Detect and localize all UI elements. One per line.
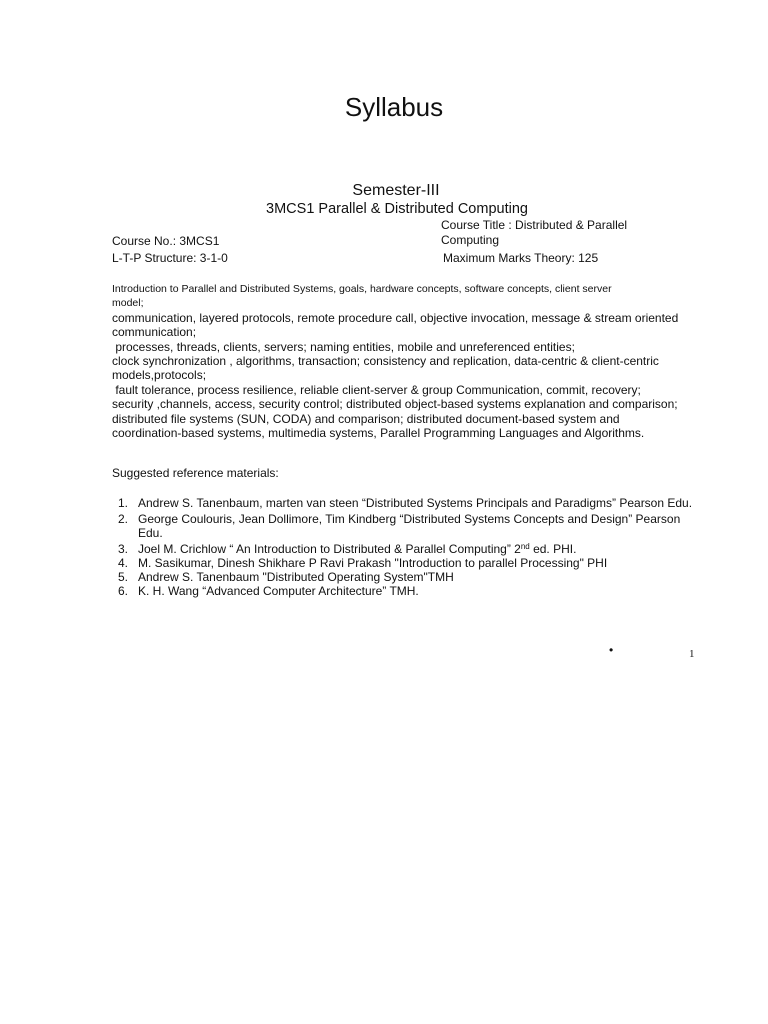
reference-number: 2. — [117, 511, 128, 526]
reference-text — [138, 542, 696, 556]
reference-item — [116, 512, 696, 540]
page-number: 1 — [689, 648, 695, 660]
course-content — [112, 282, 682, 440]
reference-number: 3. — [117, 541, 128, 556]
references-list — [116, 496, 696, 598]
reference-item — [116, 570, 696, 584]
reference-number: 1. — [117, 496, 128, 510]
reference-text: K. H. Wang “Advanced Computer Architecture” TMH. — [138, 583, 419, 598]
reference-item — [116, 584, 696, 598]
reference-number: 6. — [117, 583, 128, 598]
course-title-line-2: Computing — [441, 233, 500, 247]
reference-text: M. Sasikumar, Dinesh Shikhare P Ravi Prakash "Introduction to parallel Processing" PHI — [138, 555, 608, 570]
content-line: model; — [112, 297, 144, 310]
content-line: models,protocols; — [112, 368, 207, 383]
reference-text: George Coulouris, Jean Dollimore, Tim Kindberg “Distributed Systems Concepts and Design” Pearson Edu. — [138, 511, 681, 540]
reference-item — [116, 542, 696, 556]
content-line: communication, layered protocols, remote procedure call, objective invocation, message & stream oriented — [112, 310, 679, 325]
content-line: coordination-based systems, multimedia systems, Parallel Programming Languages and Algorithms. — [112, 426, 645, 441]
content-line: clock synchronization , algorithms, transaction; consistency and replication, data-centric & client-centric — [112, 354, 659, 369]
course-number: Course No.: 3MCS1 — [112, 234, 220, 248]
reference-superscript: nd — [520, 541, 530, 551]
ltp-structure: L-T-P Structure: 3-1-0 — [112, 251, 228, 265]
reference-number: 5. — [117, 569, 128, 584]
reference-item — [116, 556, 696, 570]
course-title-line-1: Course Title : Distributed & Parallel — [441, 218, 628, 232]
reference-text-part: ed. PHI. — [529, 541, 577, 556]
reference-text-part: Joel M. Crichlow “ An Introduction to Distributed & Parallel Computing” 2 — [138, 541, 521, 556]
reference-text: Andrew S. Tanenbaum "Distributed Operating System"TMH — [138, 569, 454, 584]
content-line: security ,channels, access, security control; distributed object-based systems explanation and comparison; — [112, 397, 678, 412]
page-title: Syllabus — [344, 92, 444, 122]
content-line: fault tolerance, process resilience, reliable client-server & group Communication, commit, recovery; — [112, 382, 641, 397]
content-line: Introduction to Parallel and Distributed Systems, goals, hardware concepts, software concepts, client server — [112, 283, 612, 295]
reference-item — [116, 496, 696, 510]
content-line: processes, threads, clients, servers; naming entities, mobile and unreferenced entities; — [112, 339, 575, 354]
bullet-mark: • — [609, 643, 614, 657]
subject-heading: 3MCS1 Parallel & Distributed Computing — [266, 201, 528, 217]
references-heading: Suggested reference materials: — [112, 466, 279, 480]
semester-heading: Semester-III — [352, 182, 440, 199]
reference-number: 4. — [117, 555, 128, 570]
maximum-marks: Maximum Marks Theory: 125 — [443, 251, 599, 265]
content-line: distributed file systems (SUN, CODA) and comparison; distributed document-based system and — [112, 411, 620, 426]
content-line: communication; — [112, 325, 197, 340]
reference-text: Andrew S. Tanenbaum, marten van steen “Distributed Systems Principals and Paradigms” Pearson Edu. — [138, 496, 693, 510]
